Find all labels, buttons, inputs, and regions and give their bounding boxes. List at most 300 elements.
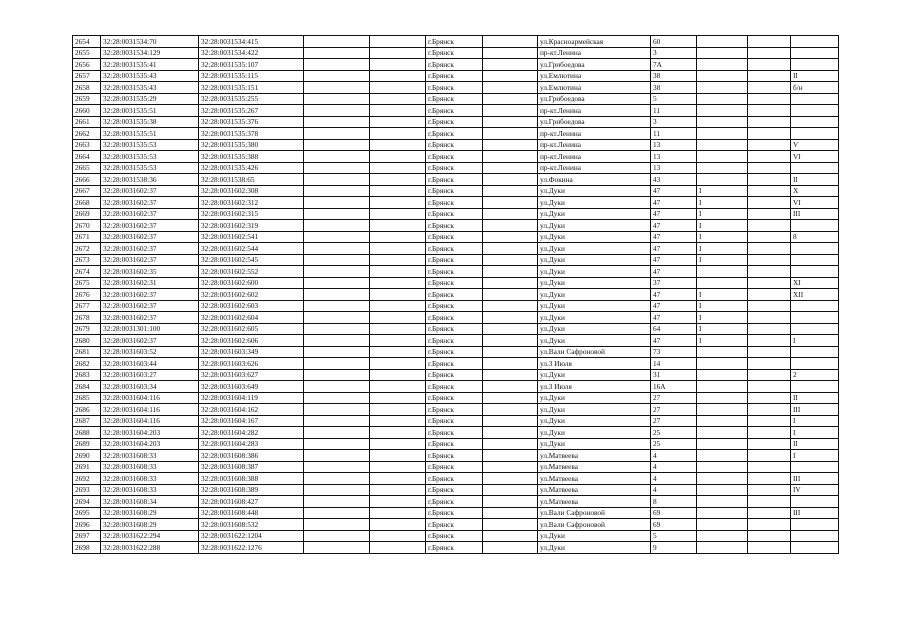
cell-row-number: 2691 <box>73 461 101 473</box>
cell-building <box>697 151 748 163</box>
cell-row-number: 2687 <box>73 415 101 427</box>
cell-city: г.Брянск <box>426 243 483 255</box>
cell-street: ул.Дуки <box>538 277 651 289</box>
cell-house-number: 27 <box>651 392 697 404</box>
cell-object-cadastral-number: 32:28:0031534:415 <box>199 36 304 48</box>
cell-object-cadastral-number: 32:28:0031535:255 <box>199 93 304 105</box>
cell-blank-col-d <box>748 300 791 312</box>
table-row <box>73 93 839 105</box>
cell-house-number: 13 <box>651 162 697 174</box>
cell-object-cadastral-number: 32:28:0031603:626 <box>199 358 304 370</box>
table-row <box>73 231 839 243</box>
cell-object-cadastral-number: 32:28:0031604:162 <box>199 404 304 416</box>
cell-blank-col-c <box>483 116 538 128</box>
table-row <box>73 438 839 450</box>
cell-building <box>697 530 748 542</box>
cell-blank-col-b <box>370 116 426 128</box>
cell-city: г.Брянск <box>426 162 483 174</box>
cell-blank-col-c <box>483 450 538 462</box>
cell-row-number: 2682 <box>73 358 101 370</box>
table-row <box>73 105 839 117</box>
cell-blank-col-c <box>483 254 538 266</box>
cell-house-number: 47 <box>651 300 697 312</box>
cell-house-number: 16А <box>651 381 697 393</box>
cell-object-cadastral-number: 32:28:0031622:1276 <box>199 542 304 554</box>
cell-land-cadastral-number: 32:28:0031535:43 <box>101 70 199 82</box>
cell-land-cadastral-number: 32:28:0031604:116 <box>101 415 199 427</box>
cell-object-cadastral-number: 32:28:0031602:602 <box>199 289 304 301</box>
cell-premises-number: XII <box>791 289 839 301</box>
cell-house-number: 73 <box>651 346 697 358</box>
cell-street: ул.Дуки <box>538 197 651 209</box>
cell-house-number: 4 <box>651 473 697 485</box>
cell-premises-number <box>791 128 839 140</box>
registry-table-body <box>73 36 839 554</box>
cell-building: I <box>697 197 748 209</box>
table-row <box>73 404 839 416</box>
cell-land-cadastral-number: 32:28:0031602:35 <box>101 266 199 278</box>
cell-city: г.Брянск <box>426 404 483 416</box>
cell-house-number: 4 <box>651 461 697 473</box>
cell-blank-col-c <box>483 128 538 140</box>
cell-house-number: 60 <box>651 36 697 48</box>
cell-blank-col-b <box>370 36 426 48</box>
cell-blank-col-c <box>483 335 538 347</box>
cell-building <box>697 358 748 370</box>
table-row <box>73 128 839 140</box>
cell-building <box>697 139 748 151</box>
cell-blank-col-d <box>748 254 791 266</box>
cell-blank-col-b <box>370 496 426 508</box>
cell-land-cadastral-number: 32:28:0031608:29 <box>101 519 199 531</box>
cell-blank-col-d <box>748 151 791 163</box>
cell-blank-col-c <box>483 496 538 508</box>
cell-blank-col-c <box>483 266 538 278</box>
cell-blank-col-c <box>483 519 538 531</box>
cell-blank-col-d <box>748 266 791 278</box>
cell-blank-col-c <box>483 162 538 174</box>
cell-building <box>697 174 748 186</box>
cell-street: ул.Дуки <box>538 243 651 255</box>
cell-premises-number <box>791 346 839 358</box>
table-row <box>73 542 839 554</box>
cell-land-cadastral-number: 32:28:0031535:41 <box>101 59 199 71</box>
cell-row-number: 2670 <box>73 220 101 232</box>
cell-house-number: 27 <box>651 415 697 427</box>
table-row <box>73 300 839 312</box>
cell-blank-col-d <box>748 185 791 197</box>
cell-blank-col-b <box>370 507 426 519</box>
cell-street: ул.Матвеева <box>538 461 651 473</box>
cell-blank-col-a <box>304 335 370 347</box>
cell-row-number: 2669 <box>73 208 101 220</box>
cell-street: ул.3 Июля <box>538 381 651 393</box>
cell-blank-col-d <box>748 542 791 554</box>
cell-row-number: 2686 <box>73 404 101 416</box>
table-row <box>73 289 839 301</box>
cell-building <box>697 392 748 404</box>
cell-blank-col-b <box>370 220 426 232</box>
cell-land-cadastral-number: 32:28:0031604:116 <box>101 404 199 416</box>
cell-object-cadastral-number: 32:28:0031535:376 <box>199 116 304 128</box>
cell-blank-col-c <box>483 542 538 554</box>
cell-land-cadastral-number: 32:28:0031604:203 <box>101 438 199 450</box>
cell-land-cadastral-number: 32:28:0031538:36 <box>101 174 199 186</box>
cell-blank-col-c <box>483 473 538 485</box>
cell-land-cadastral-number: 32:28:0031603:27 <box>101 369 199 381</box>
cell-blank-col-a <box>304 473 370 485</box>
cell-blank-col-c <box>483 438 538 450</box>
cell-building <box>697 438 748 450</box>
cell-building: I <box>697 312 748 324</box>
cell-blank-col-a <box>304 59 370 71</box>
cell-city: г.Брянск <box>426 461 483 473</box>
cell-premises-number <box>791 47 839 59</box>
cell-land-cadastral-number: 32:28:0031604:116 <box>101 392 199 404</box>
cell-premises-number <box>791 93 839 105</box>
cell-street: ул.Фокина <box>538 174 651 186</box>
cell-blank-col-c <box>483 484 538 496</box>
cell-blank-col-c <box>483 82 538 94</box>
cell-street: ул.Дуки <box>538 335 651 347</box>
cell-object-cadastral-number: 32:28:0031535:107 <box>199 59 304 71</box>
cell-street: ул.Дуки <box>538 266 651 278</box>
cell-blank-col-a <box>304 243 370 255</box>
cell-building <box>697 473 748 485</box>
cell-blank-col-a <box>304 185 370 197</box>
cell-house-number: 25 <box>651 438 697 450</box>
cell-blank-col-c <box>483 208 538 220</box>
cell-row-number: 2684 <box>73 381 101 393</box>
cell-blank-col-c <box>483 231 538 243</box>
cell-row-number: 2672 <box>73 243 101 255</box>
cell-object-cadastral-number: 32:28:0031602:545 <box>199 254 304 266</box>
cell-blank-col-b <box>370 243 426 255</box>
cell-blank-col-a <box>304 82 370 94</box>
cell-blank-col-d <box>748 59 791 71</box>
cell-building <box>697 484 748 496</box>
cell-building <box>697 542 748 554</box>
cell-building: I <box>697 185 748 197</box>
cell-premises-number: I <box>791 415 839 427</box>
cell-object-cadastral-number: 32:28:0031602:604 <box>199 312 304 324</box>
cell-city: г.Брянск <box>426 266 483 278</box>
cell-land-cadastral-number: 32:28:0031602:37 <box>101 220 199 232</box>
table-row <box>73 162 839 174</box>
cell-land-cadastral-number: 32:28:0031602:31 <box>101 277 199 289</box>
cell-blank-col-b <box>370 59 426 71</box>
cell-blank-col-d <box>748 323 791 335</box>
cell-blank-col-a <box>304 542 370 554</box>
cell-object-cadastral-number: 32:28:0031602:600 <box>199 277 304 289</box>
cell-object-cadastral-number: 32:28:0031535:380 <box>199 139 304 151</box>
cell-blank-col-a <box>304 93 370 105</box>
cell-blank-col-a <box>304 438 370 450</box>
cell-house-number: 13 <box>651 151 697 163</box>
cell-building <box>697 59 748 71</box>
cell-house-number: 47 <box>651 231 697 243</box>
cell-city: г.Брянск <box>426 438 483 450</box>
cell-street: пр-кт.Ленина <box>538 128 651 140</box>
cell-blank-col-d <box>748 36 791 48</box>
cell-house-number: 5 <box>651 530 697 542</box>
table-row <box>73 70 839 82</box>
cell-blank-col-b <box>370 381 426 393</box>
cell-blank-col-d <box>748 473 791 485</box>
cell-building: I <box>697 231 748 243</box>
cell-blank-col-a <box>304 415 370 427</box>
cell-blank-col-c <box>483 346 538 358</box>
cell-land-cadastral-number: 32:28:0031603:52 <box>101 346 199 358</box>
cell-object-cadastral-number: 32:28:0031608:532 <box>199 519 304 531</box>
cell-blank-col-b <box>370 70 426 82</box>
cell-premises-number <box>791 496 839 508</box>
cell-premises-number: X <box>791 185 839 197</box>
cell-building <box>697 427 748 439</box>
cell-city: г.Брянск <box>426 392 483 404</box>
cell-blank-col-b <box>370 542 426 554</box>
cell-blank-col-b <box>370 289 426 301</box>
cell-street: ул.Емлютина <box>538 82 651 94</box>
cell-house-number: 38 <box>651 70 697 82</box>
cell-house-number: 27 <box>651 404 697 416</box>
cell-blank-col-a <box>304 519 370 531</box>
cell-row-number: 2678 <box>73 312 101 324</box>
cell-land-cadastral-number: 32:28:0031602:37 <box>101 289 199 301</box>
cell-row-number: 2680 <box>73 335 101 347</box>
cell-blank-col-d <box>748 208 791 220</box>
cell-land-cadastral-number: 32:28:0031602:37 <box>101 185 199 197</box>
cell-blank-col-d <box>748 243 791 255</box>
cell-premises-number: III <box>791 507 839 519</box>
cell-blank-col-a <box>304 381 370 393</box>
cell-city: г.Брянск <box>426 346 483 358</box>
cell-row-number: 2675 <box>73 277 101 289</box>
cell-row-number: 2695 <box>73 507 101 519</box>
cell-row-number: 2664 <box>73 151 101 163</box>
cell-premises-number: II <box>791 70 839 82</box>
table-row <box>73 197 839 209</box>
cell-blank-col-b <box>370 151 426 163</box>
cell-street: ул.Матвеева <box>538 496 651 508</box>
cell-premises-number: I <box>791 427 839 439</box>
table-row <box>73 335 839 347</box>
cell-row-number: 2657 <box>73 70 101 82</box>
cell-city: г.Брянск <box>426 335 483 347</box>
table-row <box>73 220 839 232</box>
cell-house-number: 47 <box>651 312 697 324</box>
cell-street: ул.3 Июля <box>538 358 651 370</box>
cell-blank-col-d <box>748 415 791 427</box>
cell-object-cadastral-number: 32:28:0031604:167 <box>199 415 304 427</box>
cell-land-cadastral-number: 32:28:0031602:37 <box>101 231 199 243</box>
cell-row-number: 2679 <box>73 323 101 335</box>
cell-street: ул.Вали Сафроновой <box>538 346 651 358</box>
cell-land-cadastral-number: 32:28:0031602:37 <box>101 254 199 266</box>
cell-blank-col-c <box>483 185 538 197</box>
cell-land-cadastral-number: 32:28:0031535:51 <box>101 128 199 140</box>
cell-house-number: 47 <box>651 289 697 301</box>
cell-street: ул.Матвеева <box>538 473 651 485</box>
cell-row-number: 2665 <box>73 162 101 174</box>
table-row <box>73 151 839 163</box>
cell-land-cadastral-number: 32:28:0031602:37 <box>101 197 199 209</box>
cell-blank-col-a <box>304 220 370 232</box>
cell-land-cadastral-number: 32:28:0031535:38 <box>101 116 199 128</box>
cell-blank-col-b <box>370 185 426 197</box>
cell-house-number: 8 <box>651 496 697 508</box>
cell-land-cadastral-number: 32:28:0031301:100 <box>101 323 199 335</box>
cell-blank-col-b <box>370 519 426 531</box>
cell-city: г.Брянск <box>426 473 483 485</box>
cell-blank-col-a <box>304 507 370 519</box>
cell-row-number: 2690 <box>73 450 101 462</box>
table-row <box>73 185 839 197</box>
cell-premises-number <box>791 105 839 117</box>
cell-building <box>697 381 748 393</box>
cell-street: пр-кт.Ленина <box>538 139 651 151</box>
table-row <box>73 208 839 220</box>
cell-house-number: 64 <box>651 323 697 335</box>
cell-street: ул.Дуки <box>538 254 651 266</box>
cell-row-number: 2677 <box>73 300 101 312</box>
cell-city: г.Брянск <box>426 105 483 117</box>
cell-blank-col-d <box>748 277 791 289</box>
cell-blank-col-a <box>304 484 370 496</box>
cell-land-cadastral-number: 32:28:0031608:33 <box>101 461 199 473</box>
cell-blank-col-c <box>483 381 538 393</box>
cell-premises-number: II <box>791 438 839 450</box>
cell-building <box>697 70 748 82</box>
cell-blank-col-c <box>483 277 538 289</box>
cell-object-cadastral-number: 32:28:0031602:308 <box>199 185 304 197</box>
cell-blank-col-a <box>304 461 370 473</box>
table-row <box>73 530 839 542</box>
cell-object-cadastral-number: 32:28:0031604:282 <box>199 427 304 439</box>
cell-street: ул.Матвеева <box>538 484 651 496</box>
cell-row-number: 2685 <box>73 392 101 404</box>
cell-premises-number: VI <box>791 197 839 209</box>
cell-blank-col-d <box>748 47 791 59</box>
cell-object-cadastral-number: 32:28:0031603:627 <box>199 369 304 381</box>
cell-object-cadastral-number: 32:28:0031603:349 <box>199 346 304 358</box>
cell-building <box>697 116 748 128</box>
cell-blank-col-a <box>304 323 370 335</box>
table-row <box>73 450 839 462</box>
cell-blank-col-c <box>483 323 538 335</box>
cell-house-number: 4 <box>651 484 697 496</box>
cell-land-cadastral-number: 32:28:0031608:33 <box>101 473 199 485</box>
cell-premises-number <box>791 519 839 531</box>
cell-city: г.Брянск <box>426 289 483 301</box>
cell-street: ул.Дуки <box>538 427 651 439</box>
cell-blank-col-a <box>304 404 370 416</box>
cell-blank-col-d <box>748 197 791 209</box>
cell-land-cadastral-number: 32:28:0031534:129 <box>101 47 199 59</box>
cell-blank-col-b <box>370 128 426 140</box>
cell-street: ул.Дуки <box>538 542 651 554</box>
cell-street: ул.Емлютина <box>538 70 651 82</box>
cell-blank-col-b <box>370 139 426 151</box>
cell-blank-col-a <box>304 496 370 508</box>
cell-blank-col-d <box>748 519 791 531</box>
cell-object-cadastral-number: 32:28:0031535:115 <box>199 70 304 82</box>
cell-land-cadastral-number: 32:28:0031622:294 <box>101 530 199 542</box>
cell-blank-col-c <box>483 174 538 186</box>
cell-blank-col-d <box>748 427 791 439</box>
cell-street: ул.Дуки <box>538 438 651 450</box>
cell-blank-col-a <box>304 174 370 186</box>
table-row <box>73 381 839 393</box>
cell-city: г.Брянск <box>426 174 483 186</box>
cell-blank-col-c <box>483 404 538 416</box>
cell-blank-col-b <box>370 208 426 220</box>
cell-object-cadastral-number: 32:28:0031602:312 <box>199 197 304 209</box>
cell-blank-col-b <box>370 473 426 485</box>
cell-blank-col-d <box>748 392 791 404</box>
cell-blank-col-b <box>370 323 426 335</box>
cell-row-number: 2694 <box>73 496 101 508</box>
cell-blank-col-a <box>304 47 370 59</box>
cell-street: ул.Вали Сафроновой <box>538 507 651 519</box>
cell-row-number: 2656 <box>73 59 101 71</box>
cell-blank-col-b <box>370 277 426 289</box>
table-row <box>73 116 839 128</box>
cell-street: пр-кт.Ленина <box>538 47 651 59</box>
cell-blank-col-c <box>483 36 538 48</box>
cell-premises-number: I <box>791 450 839 462</box>
cell-house-number: 69 <box>651 519 697 531</box>
cell-blank-col-b <box>370 93 426 105</box>
cell-blank-col-d <box>748 358 791 370</box>
cell-blank-col-b <box>370 174 426 186</box>
cell-building <box>697 450 748 462</box>
cell-blank-col-c <box>483 93 538 105</box>
cell-object-cadastral-number: 32:28:0031602:603 <box>199 300 304 312</box>
cell-house-number: 47 <box>651 254 697 266</box>
cell-house-number: 14 <box>651 358 697 370</box>
cell-house-number: 47 <box>651 197 697 209</box>
table-row <box>73 415 839 427</box>
cell-blank-col-a <box>304 231 370 243</box>
cell-city: г.Брянск <box>426 197 483 209</box>
cell-building: I <box>697 243 748 255</box>
cell-land-cadastral-number: 32:28:0031608:29 <box>101 507 199 519</box>
cell-row-number: 2681 <box>73 346 101 358</box>
cell-city: г.Брянск <box>426 381 483 393</box>
cell-blank-col-b <box>370 254 426 266</box>
cell-city: г.Брянск <box>426 358 483 370</box>
cell-street: пр-кт.Ленина <box>538 162 651 174</box>
cell-building: I <box>697 323 748 335</box>
cell-blank-col-d <box>748 381 791 393</box>
table-row <box>73 139 839 151</box>
cell-blank-col-b <box>370 461 426 473</box>
cell-blank-col-d <box>748 116 791 128</box>
cell-street: ул.Грибоедова <box>538 93 651 105</box>
cell-row-number: 2663 <box>73 139 101 151</box>
cell-blank-col-a <box>304 427 370 439</box>
cell-blank-col-c <box>483 243 538 255</box>
table-row <box>73 312 839 324</box>
cell-row-number: 2660 <box>73 105 101 117</box>
cell-object-cadastral-number: 32:28:0031604:119 <box>199 392 304 404</box>
cell-blank-col-a <box>304 254 370 266</box>
cell-premises-number: IV <box>791 484 839 496</box>
cell-building <box>697 507 748 519</box>
cell-object-cadastral-number: 32:28:0031535:388 <box>199 151 304 163</box>
cell-city: г.Брянск <box>426 507 483 519</box>
